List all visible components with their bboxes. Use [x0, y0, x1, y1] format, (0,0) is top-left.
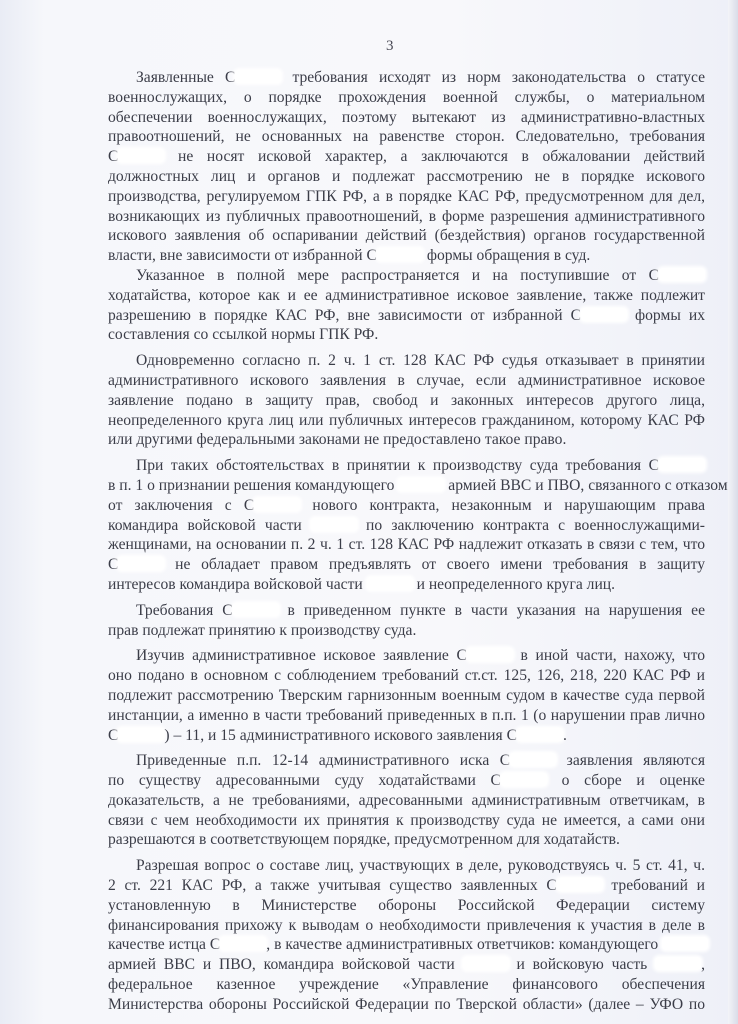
paragraph — [108, 68, 705, 266]
text-segment: в п. 1 о признании решения командующего — [108, 476, 399, 494]
paragraph — [108, 856, 705, 1014]
text-line — [108, 187, 705, 207]
text-segment: производства, регулируемом ГПК РФ, а в порядке КАС РФ, предусмотренном для дел, — [108, 187, 705, 205]
text-line — [108, 266, 705, 286]
redaction-mark — [118, 728, 164, 741]
text-segment: прав подлежат принятию к производству суда. — [108, 621, 417, 639]
text-line — [108, 955, 705, 975]
paragraph — [108, 351, 705, 450]
text-segment: Заявленные С — [136, 69, 236, 86]
paragraph — [108, 646, 705, 745]
redaction-mark — [662, 937, 708, 950]
text-segment: Министерства обороны Российской Федерации по Тверской области» (далее – УФО по — [108, 995, 705, 1013]
text-line — [108, 68, 705, 88]
page-number: 3 — [386, 38, 394, 54]
text-segment: по заключению контракта с военнослужащими- — [356, 516, 705, 534]
text-segment: , в качестве административных ответчиков: командующего — [266, 936, 663, 954]
redaction-mark — [118, 557, 164, 570]
redaction-mark — [118, 149, 164, 162]
text-segment: от заключения с С — [108, 496, 255, 514]
text-segment: командира войсковой части — [108, 516, 311, 534]
text-segment: требований и — [602, 877, 705, 895]
text-segment: о сборе и оценке — [546, 772, 705, 790]
text-line — [108, 791, 705, 811]
text-line — [108, 975, 705, 995]
text-line — [108, 430, 705, 450]
text-segment: нового контракта, незаконным и нарушающим права — [300, 496, 706, 514]
text-segment: или другими федеральными законами не предоставлено такое право. — [108, 431, 567, 449]
text-segment: При таких обстоятельствах в принятии к производству суда требования С — [136, 457, 659, 475]
text-line — [108, 706, 705, 726]
text-segment: административного искового заявления в случае, если административное исковое — [108, 371, 705, 389]
redaction-mark — [254, 498, 300, 511]
text-line — [108, 856, 705, 876]
text-segment: требования исходят из норм законодательства о статусе — [281, 69, 705, 86]
text-line — [108, 476, 728, 496]
text-line — [108, 575, 705, 595]
text-segment: связи с чем необходимости их принятия к производству суда не имеется, а сами они — [108, 811, 705, 829]
redaction-mark — [655, 957, 701, 970]
text-line — [108, 167, 705, 187]
text-segment: С — [108, 148, 119, 166]
text-segment: 2 ст. 221 КАС РФ, а также учитывая существо заявленных С — [108, 877, 557, 895]
text-segment: возникающих из публичных правоотношений, в форме разрешения административного — [108, 207, 705, 225]
text-segment: должностных лиц и органов и подлежат рассмотрению не в порядке искового — [108, 167, 705, 185]
page-edge-shadow — [728, 0, 738, 1024]
text-segment: военнослужащих, о порядке прохождения военной службы, о материальном — [108, 88, 705, 106]
text-segment: С — [108, 726, 119, 744]
text-line — [108, 601, 705, 621]
text-line — [108, 108, 705, 128]
text-segment: ходатайства, которое как и ее административное исковое заявление, также подлежит — [108, 286, 705, 304]
text-line — [108, 127, 705, 147]
redaction-mark — [659, 268, 705, 281]
text-segment: подлежит рассмотрению Тверским гарнизонным военным судом в качестве суда первой — [108, 686, 705, 704]
text-segment: неопределенного круга лиц или публичных интересов гражданином, которому КАС РФ — [108, 411, 705, 429]
text-segment: ) – 11, и 15 административного искового заявления С — [164, 726, 517, 744]
text-segment: заявления являются — [556, 752, 705, 770]
redaction-mark — [311, 518, 357, 531]
text-line — [108, 771, 705, 791]
text-line — [108, 496, 705, 516]
redaction-mark — [557, 878, 603, 891]
text-segment: Требования С — [136, 601, 233, 619]
text-line — [108, 391, 705, 411]
redaction-mark — [517, 728, 563, 741]
text-line — [108, 935, 705, 955]
redaction-mark — [659, 458, 705, 471]
text-segment: правоотношений, не основанных на равенстве сторон. Следовательно, требования — [108, 128, 705, 146]
text-segment: не носят исковой характер, а заключаются в обжаловании действий — [164, 148, 705, 166]
text-line — [108, 88, 705, 108]
text-line — [108, 516, 705, 536]
text-line — [108, 207, 705, 227]
text-segment: разрешению в порядке КАС РФ, вне зависимости от избранной С — [108, 306, 582, 324]
text-segment: и неопределенного круга лиц. — [412, 575, 616, 593]
text-segment: заявление подано в защиту прав, свобод и законных интересов другого лица, — [108, 391, 705, 409]
paragraph — [108, 266, 705, 345]
text-line — [108, 686, 705, 706]
redaction-mark — [235, 70, 281, 83]
text-line — [108, 621, 705, 641]
text-segment: в иной части, нахожу, что — [512, 647, 705, 665]
text-line — [108, 830, 705, 850]
text-segment: Приведенные п.п. 12-14 административного иска С — [136, 752, 511, 770]
redaction-mark — [510, 753, 556, 766]
text-segment: интересов командира войсковой части — [108, 575, 367, 593]
text-line — [108, 666, 705, 686]
text-segment: оно подано в основном с соблюдением требований ст.ст. 125, 126, 218, 220 КАС РФ и — [108, 667, 705, 685]
text-line — [108, 555, 705, 575]
text-segment: Одновременно согласно п. 2 ч. 1 ст. 128 КАС РФ судья отказывает в принятии — [136, 352, 705, 370]
paragraph — [108, 601, 705, 641]
text-line — [108, 246, 705, 266]
paragraph — [108, 751, 705, 850]
redaction-mark — [220, 937, 266, 950]
text-segment: Разрешая вопрос о составе лиц, участвующих в деле, руководствуясь ч. 5 ст. 41, ч. — [136, 857, 705, 875]
text-line — [108, 896, 705, 916]
redaction-mark — [463, 957, 509, 970]
paragraph — [108, 456, 728, 595]
redaction-mark — [398, 478, 444, 491]
redaction-mark — [233, 603, 279, 616]
text-segment: формы их — [627, 306, 705, 324]
text-segment: Указанное в полной мере распространяется и на поступившие от С — [136, 266, 659, 284]
text-segment: и войсковую часть — [508, 956, 656, 974]
text-line — [108, 456, 705, 476]
text-line — [108, 411, 705, 431]
text-line — [108, 876, 705, 896]
text-segment: инстанции, а именно в части требований приведенных в п.п. 1 (о нарушении прав лично — [108, 706, 705, 724]
redaction-mark — [467, 648, 513, 661]
text-segment: в приведенном пункте в части указания на нарушения ее — [278, 601, 705, 619]
text-line — [108, 811, 705, 831]
text-line — [108, 325, 705, 345]
text-line — [108, 726, 705, 746]
text-segment: доказательств, а не требованиями, адресованными административным ответчикам, в — [108, 791, 705, 809]
text-line — [108, 306, 705, 326]
text-segment: Изучив административное исковое заявление С — [136, 647, 467, 665]
text-segment: . — [563, 726, 567, 744]
text-line — [108, 535, 705, 555]
text-segment: финансирования прихожу к выводам о необходимости привлечения к участия в деле в — [108, 916, 705, 934]
text-line — [108, 226, 705, 246]
redaction-mark — [581, 308, 627, 321]
text-segment: федеральное казенное учреждение «Управление финансового обеспечения — [108, 976, 705, 994]
document-body — [108, 68, 728, 1021]
text-line — [108, 147, 705, 167]
text-segment: качестве истца С — [108, 936, 221, 954]
text-segment: формы обращения в суд. — [422, 247, 591, 265]
text-segment: армией ВВС и ПВО, связанного с отказом — [444, 476, 728, 494]
redaction-mark — [367, 577, 413, 590]
text-segment: , — [701, 956, 705, 974]
text-line — [108, 351, 705, 371]
text-segment: армией ВВС и ПВО, командира войсковой части — [108, 956, 463, 974]
text-segment: не обладает правом предъявлять от своего имени требования в защиту — [164, 556, 705, 574]
text-line — [108, 995, 705, 1015]
text-segment: обеспечении военнослужащих, поэтому вытекают из административно-властных — [108, 108, 705, 126]
text-segment: по существу адресованными суду ходатайствами С — [108, 772, 501, 790]
text-segment: составления со ссылкой нормы ГПК РФ. — [108, 326, 379, 344]
text-segment: установленную в Министерстве обороны Российской Федерации систему — [108, 896, 705, 914]
redaction-mark — [377, 248, 423, 261]
text-line — [108, 646, 705, 666]
text-segment: С — [108, 556, 119, 574]
text-segment: разрешаются в соответствующем порядке, предусмотренном для ходатайств. — [108, 831, 620, 849]
text-line — [108, 286, 705, 306]
redaction-mark — [501, 773, 547, 786]
text-line — [108, 751, 705, 771]
text-segment: власти, вне зависимости от избранной С — [108, 247, 377, 265]
text-line — [108, 371, 705, 391]
text-segment: женщинами, на основании п. 2 ч. 1 ст. 128 КАС РФ надлежит отказать в связи с тем, что — [108, 536, 705, 554]
text-segment: искового заявления об оспаривании действий (бездействия) органов государственной — [108, 227, 705, 245]
text-line — [108, 916, 705, 936]
